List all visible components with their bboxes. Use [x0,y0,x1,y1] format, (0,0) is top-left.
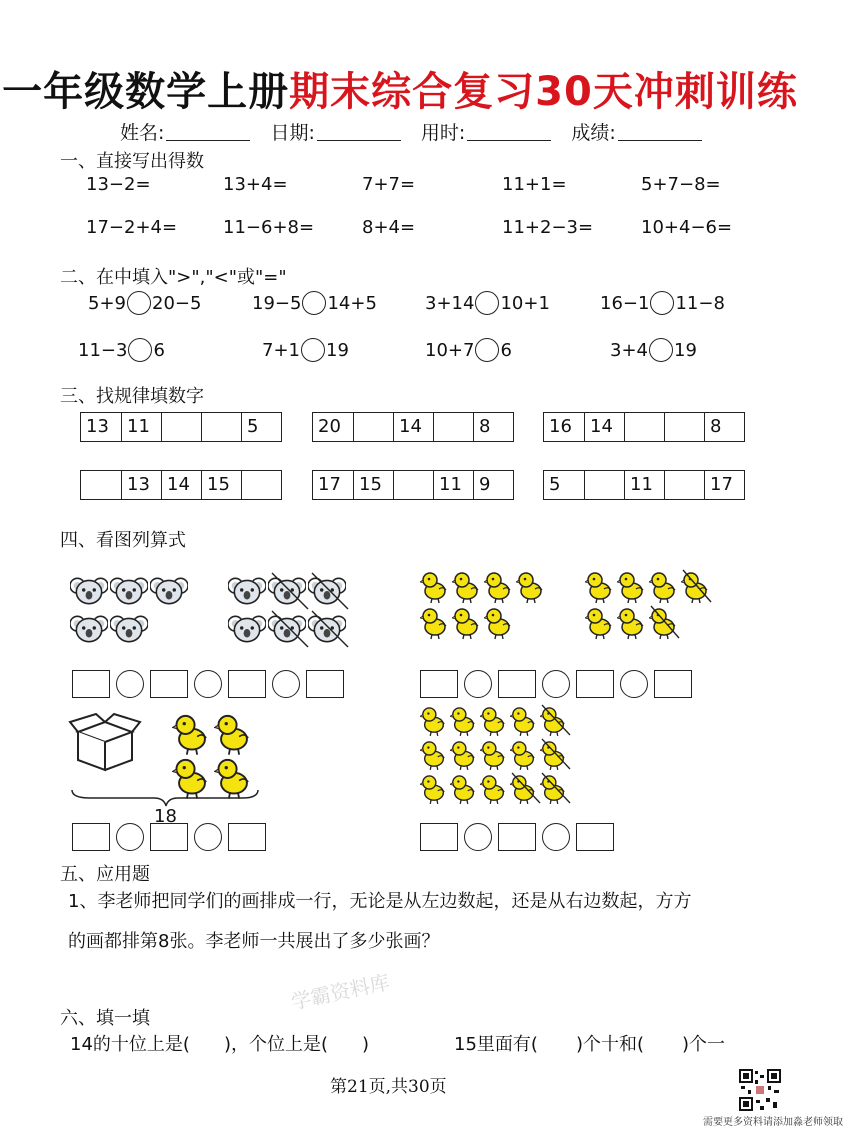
operator-circle[interactable] [464,670,492,698]
equation-row [72,823,266,851]
operator-circle[interactable] [116,670,144,698]
sequence-blank[interactable] [664,471,704,499]
calc-problem: 17−2+4= [86,217,178,238]
compare-item: 16−1 11−8 [600,293,725,314]
compare-item: 11−3 6 [78,340,165,361]
page-number: 第21页,共30页 [330,1077,447,1097]
sequence-cell: 15 [353,471,393,499]
koala-group-icon [70,575,200,647]
compare-circle[interactable] [649,338,673,362]
answer-box[interactable] [228,823,266,851]
compare-item: 7+1 19 [262,340,349,361]
compare-circle[interactable] [301,338,325,362]
sequence-cell: 16 [549,416,572,437]
calc-problem: 7+7= [362,174,416,195]
sequence-blank[interactable] [624,413,664,441]
equation-row [72,670,344,698]
calc-problem: 13+4= [223,174,288,195]
date-label: 日期: [270,122,315,144]
name-blank[interactable] [166,122,250,141]
sequence-cell: 14 [161,471,201,499]
sequence-cell: 13 [121,471,161,499]
answer-box[interactable] [306,670,344,698]
calc-problem: 11+2−3= [502,217,594,238]
compare-item: 3+4 19 [610,340,697,361]
sequence-cell: 8 [473,413,513,441]
compare-circle[interactable] [650,291,674,315]
equation-row [420,823,614,851]
sequence-blank[interactable] [393,471,433,499]
score-label: 成绩: [571,122,616,144]
answer-box[interactable] [654,670,692,698]
fill-question-1: 14的十位上是( )，个位上是( ) [70,1034,370,1055]
sequence-blank[interactable] [241,471,281,499]
answer-box[interactable] [498,823,536,851]
chick-crossed-group-icon [585,570,725,642]
sequence-cell: 15 [201,471,241,499]
sequence-row [312,412,514,442]
total-brace-icon [70,788,260,808]
title-highlight: 期末综合复习30天冲刺训练 [289,69,798,115]
calc-problem: 10+4−6= [641,217,733,238]
operator-circle[interactable] [272,670,300,698]
answer-box[interactable] [72,670,110,698]
answer-box[interactable] [150,670,188,698]
compare-circle[interactable] [127,291,151,315]
sequence-cell: 13 [86,416,109,437]
section-4-heading: 四、看图列算式 [60,530,186,551]
sequence-blank[interactable] [433,413,473,441]
sequence-cell: 14 [584,413,624,441]
time-blank[interactable] [467,122,551,141]
calc-problem: 5+7−8= [641,174,721,195]
operator-circle[interactable] [464,823,492,851]
compare-circle[interactable] [302,291,326,315]
sequence-cell: 8 [704,413,744,441]
time-label: 用时: [420,122,466,144]
koala-crossed-group-icon [228,575,358,650]
calc-problem: 8+4= [362,217,416,238]
word-problem-line: 1、李老师把同学们的画排成一行，无论是从左边数起，还是从右边数起，方方 [68,891,692,912]
sequence-cell: 11 [121,413,161,441]
compare-item: 3+14 10+1 [425,293,550,314]
sequence-cell: 17 [318,474,341,495]
compare-circle[interactable] [475,291,499,315]
answer-box[interactable] [576,823,614,851]
sequence-blank[interactable] [161,413,201,441]
brace-total-label: 18 [154,806,177,827]
section-5-heading: 五、应用题 [60,864,150,885]
fill-question-2: 15里面有( )个十和( )个一 [454,1034,726,1055]
answer-box[interactable] [420,670,458,698]
compare-circle[interactable] [475,338,499,362]
calc-problem: 11+1= [502,174,567,195]
sequence-cell: 20 [318,416,341,437]
answer-box[interactable] [420,823,458,851]
operator-circle[interactable] [194,670,222,698]
sequence-cell: 11 [624,471,664,499]
sequence-row [312,470,514,500]
sequence-row [80,470,282,500]
sequence-row [80,412,282,442]
compare-item: 19−5 14+5 [252,293,377,314]
word-problem-line: 的画都排第8张。李老师一共展出了多少张画？ [68,931,440,952]
section-1-heading: 一、直接写出得数 [60,151,204,172]
sequence-row [543,412,745,442]
calc-problem: 11−6+8= [223,217,315,238]
box-icon [70,712,140,772]
compare-item: 10+7 6 [425,340,512,361]
qr-caption: 需要更多资料请添加淼老师领取 [703,1117,843,1128]
answer-box[interactable] [576,670,614,698]
operator-circle[interactable] [542,823,570,851]
chick-crossed-grid-icon [420,705,590,807]
score-blank[interactable] [618,122,702,141]
sequence-blank[interactable] [584,471,624,499]
name-label: 姓名: [120,122,165,144]
sequence-cell: 5 [549,474,561,495]
operator-circle[interactable] [194,823,222,851]
compare-circle[interactable] [128,338,152,362]
sequence-cell: 11 [433,471,473,499]
answer-box[interactable] [72,823,110,851]
sequence-row [543,470,745,500]
chick-group-icon [420,570,560,642]
sequence-cell: 5 [241,413,281,441]
operator-circle[interactable] [116,823,144,851]
sequence-cell: 14 [393,413,433,441]
answer-box[interactable] [150,823,188,851]
watermark-text: 学霸资料库 [288,969,392,1015]
sequence-blank[interactable] [201,413,241,441]
page-title: 一年级数学上册期末综合复习30天冲刺训练 [2,69,798,115]
sequence-blank[interactable] [353,413,393,441]
section-6-heading: 六、填一填 [60,1008,150,1029]
student-info-line [120,118,716,145]
sequence-cell: 17 [704,471,744,499]
answer-box[interactable] [498,670,536,698]
sequence-blank[interactable] [81,471,121,499]
section-3-heading: 三、找规律填数字 [60,386,204,407]
operator-circle[interactable] [620,670,648,698]
answer-box[interactable] [228,670,266,698]
equation-row [420,670,692,698]
date-blank[interactable] [317,122,401,141]
sequence-cell: 9 [473,471,513,499]
compare-item: 5+9 20−5 [88,293,202,314]
operator-circle[interactable] [542,670,570,698]
calc-problem: 13−2= [86,174,151,195]
section-2-heading: 二、在中填入">","<"或"=" [60,267,287,288]
sequence-blank[interactable] [664,413,704,441]
qr-code-icon [738,1068,782,1112]
